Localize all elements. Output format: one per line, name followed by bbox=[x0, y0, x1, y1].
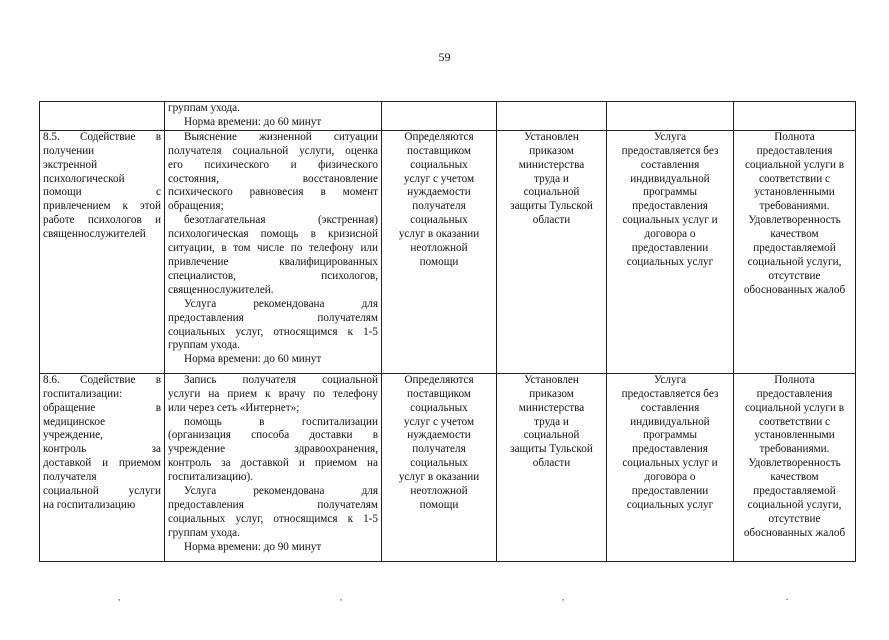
text-line: социальных bbox=[410, 214, 468, 227]
text-line: безотлагательная (экстренная) bbox=[184, 214, 378, 227]
text-line: индивидуальной bbox=[630, 172, 710, 185]
text-line: обращение в bbox=[43, 401, 161, 414]
prev-conditions-cell bbox=[607, 102, 734, 131]
text-line: социальной услуги, bbox=[747, 255, 842, 268]
text-line: доставкой и приемом bbox=[43, 457, 161, 470]
text-line: социальной услуги, bbox=[747, 498, 842, 511]
text-line: медицинское bbox=[43, 415, 106, 428]
footer-mark: , bbox=[340, 592, 343, 602]
text-line: составления bbox=[640, 401, 700, 414]
text-line: предоставляется без bbox=[621, 144, 719, 157]
quality-cell-8-5 bbox=[734, 130, 856, 373]
text-line: обоснованных жалоб bbox=[743, 526, 846, 539]
text-line: установленными bbox=[754, 186, 835, 199]
text-line: группам ухода. bbox=[168, 102, 240, 114]
text-line: помощи bbox=[419, 255, 459, 268]
text-line: министерства bbox=[518, 401, 585, 414]
text-line: приказом bbox=[529, 387, 574, 400]
text-line: установленными bbox=[754, 429, 835, 442]
text-line: индивидуальной bbox=[630, 415, 710, 428]
text-line: отсутствие bbox=[768, 512, 821, 525]
text-line: социальной услуги в bbox=[744, 401, 845, 414]
text-line: или через сеть «Интернет»; bbox=[168, 401, 300, 414]
text-line: психологическая помощь в кризисной bbox=[168, 228, 378, 241]
text-line: приказом bbox=[529, 144, 574, 157]
text-line: предоставлении bbox=[631, 242, 709, 255]
text-line: Норма времени: до 90 минут bbox=[184, 540, 322, 553]
text-line: контроль за bbox=[43, 443, 161, 456]
text-line: группам ухода. bbox=[168, 526, 240, 539]
text-line: Выяснение жизненной ситуации bbox=[184, 130, 378, 143]
text-line: получателя bbox=[43, 471, 97, 484]
text-line: учреждение здравоохранения, bbox=[168, 443, 378, 456]
conditions-cell-8-6 bbox=[607, 373, 734, 561]
text-line: требованиями. bbox=[759, 200, 830, 213]
text-line: программы bbox=[643, 186, 697, 199]
text-line: Услуга рекомендована для bbox=[184, 485, 378, 498]
standard-cell-8-5 bbox=[497, 130, 607, 373]
services-table bbox=[39, 101, 856, 562]
text-line: Определяются bbox=[404, 373, 474, 386]
text-line: составления bbox=[640, 158, 700, 171]
text-line: соответствии с bbox=[759, 172, 830, 185]
text-line: на госпитализацию bbox=[43, 498, 136, 511]
text-line: отсутствие bbox=[768, 269, 821, 282]
text-line: требованиями. bbox=[759, 443, 830, 456]
text-line: Полнота bbox=[774, 373, 815, 386]
text-line: Удовлетворенность bbox=[748, 214, 841, 227]
text-line: получателя социальной услуги, оценка bbox=[168, 144, 378, 157]
text-line: нуждаемости bbox=[407, 186, 471, 199]
text-line: группам ухода. bbox=[168, 339, 240, 352]
text-line: предоставления получателям bbox=[168, 498, 378, 511]
text-line: Установлен bbox=[524, 373, 579, 386]
text-line: социальной услуги в bbox=[744, 158, 845, 171]
text-line: Удовлетворенность bbox=[748, 457, 841, 470]
text-line: защиты Тульской bbox=[510, 443, 593, 456]
text-line: помощь в госпитализации bbox=[184, 415, 378, 428]
text-line: договора о bbox=[644, 228, 696, 241]
text-line: услуг в оказании bbox=[398, 471, 480, 484]
text-line: госпитализации: bbox=[43, 387, 123, 400]
text-line: услуг с учетом bbox=[403, 172, 475, 185]
service-name-cell-8-5 bbox=[40, 130, 165, 373]
text-line: получателя bbox=[412, 443, 466, 456]
text-line: (организация способа доставки в bbox=[168, 429, 378, 442]
prev-description-cell bbox=[165, 102, 382, 131]
text-line: поставщиком bbox=[406, 144, 472, 157]
text-line: нуждаемости bbox=[407, 429, 471, 442]
text-line: ситуации, в том числе по телефону или bbox=[168, 242, 378, 255]
footer-mark: , bbox=[118, 592, 121, 602]
text-line: психического равновесия в момент bbox=[168, 186, 378, 199]
text-line: предоставления bbox=[756, 144, 833, 157]
prev-cost-cell bbox=[382, 102, 497, 131]
page-number: 59 bbox=[438, 50, 451, 64]
text-line: состояния, восстановление bbox=[168, 172, 378, 185]
text-line: госпитализацию). bbox=[168, 471, 254, 484]
text-line: предоставляемой bbox=[753, 242, 836, 255]
text-line: предоставляется без bbox=[621, 387, 719, 400]
text-line: Установлен bbox=[524, 130, 579, 143]
text-line: его психического и физического bbox=[168, 158, 378, 171]
text-line: священнослужителей. bbox=[168, 283, 274, 296]
conditions-cell-8-5 bbox=[607, 130, 734, 373]
text-line: социальных услуг bbox=[626, 255, 714, 268]
text-line: социальной услуги bbox=[43, 485, 161, 498]
prev-standard-cell bbox=[497, 102, 607, 131]
text-line: психологической bbox=[43, 172, 125, 185]
text-line: области bbox=[532, 457, 571, 470]
text-line: Полнота bbox=[774, 130, 815, 143]
text-line: Услуга bbox=[653, 130, 687, 143]
text-line: социальных услуг, относящимся к 1-5 bbox=[168, 325, 378, 338]
text-line: предоставлении bbox=[631, 485, 709, 498]
text-line: социальных bbox=[410, 158, 468, 171]
quality-cell-8-6 bbox=[734, 373, 856, 561]
text-line: услуг в оказании bbox=[398, 228, 480, 241]
text-line: предоставляемой bbox=[753, 485, 836, 498]
text-line: обоснованных жалоб bbox=[743, 283, 846, 296]
text-line: 8.5. Содействие в bbox=[43, 130, 161, 143]
text-line: экстренной bbox=[43, 158, 98, 171]
table-row-8-6 bbox=[40, 373, 856, 561]
text-line: договора о bbox=[644, 471, 696, 484]
text-line: социальных услуг и bbox=[622, 214, 718, 227]
text-line: социальной bbox=[523, 429, 580, 442]
text-line: контроль за доставкой и приемом на bbox=[168, 457, 378, 470]
table-row-8-5 bbox=[40, 130, 856, 373]
prev-name-cell bbox=[40, 102, 165, 131]
text-line: качеством bbox=[770, 471, 819, 484]
text-line: привлечение квалифицированных bbox=[168, 255, 378, 268]
text-line: социальных услуг и bbox=[622, 457, 718, 470]
text-line: соответствии с bbox=[759, 415, 830, 428]
text-line: министерства bbox=[518, 158, 585, 171]
cost-cell-8-6 bbox=[382, 373, 497, 561]
text-line: услуг с учетом bbox=[403, 415, 475, 428]
text-line: специалистов, психологов, bbox=[168, 269, 378, 282]
text-line: Услуга рекомендована для bbox=[184, 297, 378, 310]
prev-quality-cell bbox=[734, 102, 856, 131]
text-line: защиты Тульской bbox=[510, 200, 593, 213]
text-line: области bbox=[532, 214, 571, 227]
text-line: Запись получателя социальной bbox=[184, 373, 378, 386]
table-row-previous bbox=[40, 102, 856, 131]
text-line: социальных услуг bbox=[626, 498, 714, 511]
text-line: социальных услуг, относящимся к 1-5 bbox=[168, 512, 378, 525]
text-line: услуги на прием к врачу по телефону bbox=[168, 387, 378, 400]
text-line: труда и bbox=[534, 415, 569, 428]
text-line: работе психологов и bbox=[43, 214, 161, 227]
standard-cell-8-6 bbox=[497, 373, 607, 561]
service-description-cell-8-5 bbox=[165, 130, 382, 373]
service-name-cell-8-6 bbox=[40, 373, 165, 561]
text-line: неотложной bbox=[410, 485, 468, 498]
text-line: получателя bbox=[412, 200, 466, 213]
text-line: программы bbox=[643, 429, 697, 442]
text-line: священнослужителей bbox=[43, 228, 146, 241]
text-line: социальной bbox=[523, 186, 580, 199]
service-description-cell-8-6 bbox=[165, 373, 382, 561]
text-line: обращения; bbox=[168, 200, 224, 213]
text-line: предоставления получателям bbox=[168, 311, 378, 324]
text-line: предоставления bbox=[632, 200, 708, 213]
text-line: получении bbox=[43, 144, 95, 157]
text-line: Услуга bbox=[653, 373, 687, 386]
text-line: Определяются bbox=[404, 130, 474, 143]
text-line: 8.6. Содействие в bbox=[43, 373, 161, 386]
text-line: предоставления bbox=[632, 443, 708, 456]
text-line: Норма времени: до 60 минут bbox=[184, 353, 322, 366]
cost-cell-8-5 bbox=[382, 130, 497, 373]
footer-mark: , bbox=[562, 592, 565, 602]
text-line: предоставления bbox=[756, 387, 833, 400]
footer-marks bbox=[0, 592, 889, 600]
text-line: помощи с bbox=[43, 186, 161, 199]
text-line: привлечением к этой bbox=[43, 200, 161, 213]
text-line: социальных bbox=[410, 457, 468, 470]
text-line: труда и bbox=[534, 172, 569, 185]
text-line: учреждение, bbox=[43, 429, 103, 442]
text-line: Норма времени: до 60 минут bbox=[184, 115, 322, 128]
text-line: социальных bbox=[410, 401, 468, 414]
text-line: помощи bbox=[419, 498, 459, 511]
text-line: поставщиком bbox=[406, 387, 472, 400]
text-line: неотложной bbox=[410, 242, 468, 255]
footer-mark: . bbox=[786, 592, 789, 602]
text-line: качеством bbox=[770, 228, 819, 241]
